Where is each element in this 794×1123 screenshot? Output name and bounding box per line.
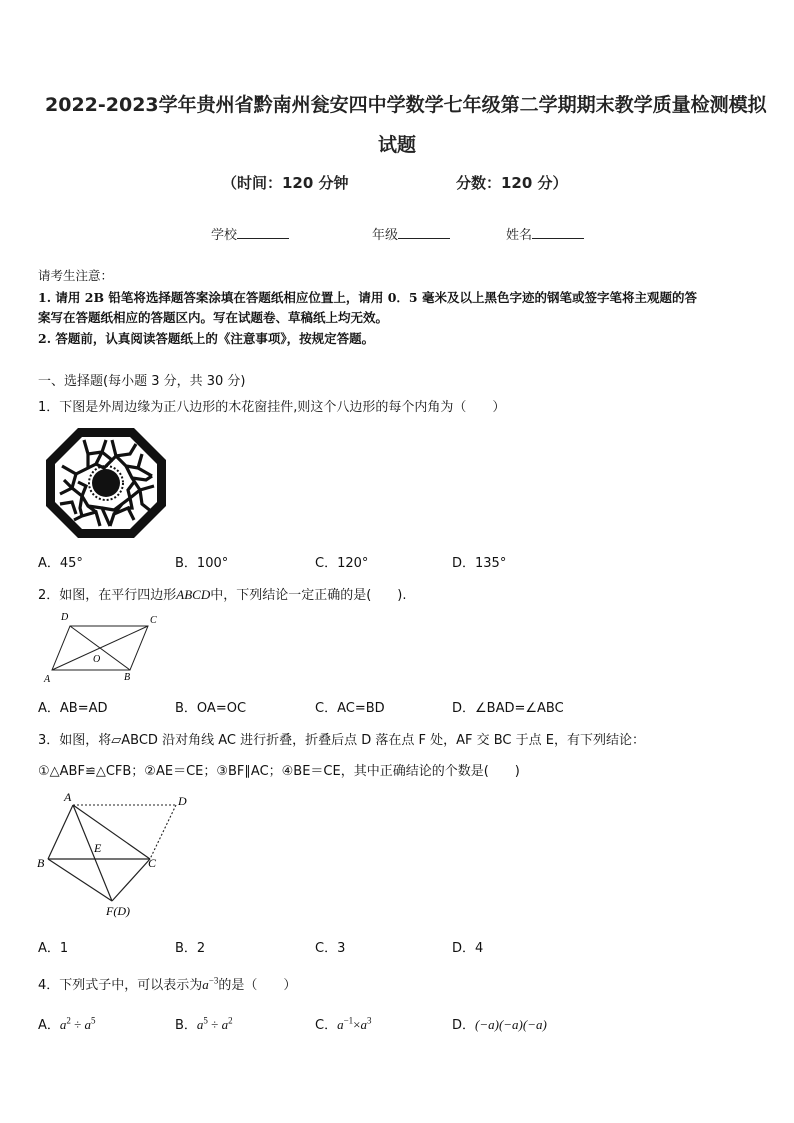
q2-option-b[interactable]: B．OA=OC	[175, 701, 247, 716]
q4-option-b-base1: a	[196, 1017, 204, 1032]
q2-stem-post: 中，下列结论一定正确的是( ).	[210, 588, 407, 603]
q4-option-a-op: ÷	[70, 1017, 85, 1032]
q2-option-d[interactable]: D．∠BAD=∠ABC	[452, 701, 564, 716]
q4-option-c-base1: a	[337, 1017, 344, 1032]
q1-option-d[interactable]: D．135°	[452, 556, 507, 571]
q4-stem-pre: 4．下列式子中，可以表示为	[38, 978, 203, 993]
q3-label-f: F(D)	[106, 904, 130, 918]
q4-option-c-prefix: C．	[315, 1018, 338, 1033]
q4-option-b[interactable]	[175, 1014, 233, 1033]
q4-option-a[interactable]	[38, 1014, 96, 1033]
exam-time: （时间：120 分钟	[222, 174, 349, 192]
q4-option-b-base2: a	[221, 1017, 229, 1032]
notice-line2: 案写在答题纸相应的答题区内。写在试题卷、草稿纸上均无效。	[38, 310, 389, 325]
q4-option-d[interactable]	[452, 1014, 547, 1033]
notice-line1: 1. 请用 2B 铅笔将选择题答案涂填在答题纸相应位置上，请用 0．5 毫米及以上黑色字迹的钢笔或签字笔将主观题的答	[38, 290, 697, 305]
q3-label-d: D	[178, 794, 187, 808]
q4-option-a-exp2: 5	[91, 1015, 96, 1026]
q1-option-b[interactable]: B．100°	[175, 556, 229, 571]
q4-option-c-exp1: −1	[343, 1015, 354, 1026]
notice-heading: 请考生注意：	[38, 268, 114, 283]
grade-label: 年级	[372, 228, 399, 243]
folding-figure	[36, 790, 206, 920]
q2-stem	[38, 584, 407, 603]
q4-option-d-prefix: D．	[452, 1018, 476, 1033]
grade-blank	[398, 226, 450, 239]
q3-label-b: B	[37, 856, 45, 870]
q4-option-d-expr: (−a)(−a)(−a)	[475, 1017, 547, 1032]
school-label: 学校	[211, 228, 238, 243]
exam-score: 分数：120 分）	[456, 174, 568, 192]
q3-stem-line1: 3．如图，将▱ABCD 沿对角线 AC 进行折叠，折叠后点 D 落在点 F 处，AF 交 BC 于点 E，有下列结论：	[38, 733, 645, 748]
q1-option-c[interactable]: C．120°	[315, 556, 369, 571]
q2-option-a[interactable]: A．AB=AD	[38, 701, 108, 716]
q2-option-c[interactable]: C．AC=BD	[315, 701, 385, 716]
q4-stem-base: a	[202, 977, 209, 992]
name-field	[506, 224, 584, 243]
q2-label-o: O	[93, 654, 101, 665]
q2-stem-pre: 2．如图，在平行四边形	[38, 588, 177, 603]
q4-option-a-exp1: 2	[66, 1015, 71, 1026]
q4-option-c[interactable]	[315, 1014, 372, 1033]
parallelogram-figure	[40, 610, 170, 686]
q3-label-a: A	[64, 790, 72, 804]
q3-option-a[interactable]: A．1	[38, 941, 69, 956]
q2-label-c: C	[150, 615, 157, 626]
q2-label-b: B	[124, 672, 131, 683]
q3-stem-line2: ①△ABF≌△CFB；②AE＝CE；③BF∥AC；④BE＝CE，其中正确结论的个数是( )	[38, 764, 520, 779]
q3-label-c: C	[148, 856, 157, 870]
exam-title-line2: 试题	[378, 134, 417, 156]
grade-field	[372, 224, 450, 243]
q3-option-b[interactable]: B．2	[175, 941, 206, 956]
notice-line3: 2. 答题前，认真阅读答题纸上的《注意事项》，按规定答题。	[38, 331, 375, 346]
q4-option-c-exp2: 3	[367, 1015, 372, 1026]
q4-stem-exp: −3	[208, 975, 219, 986]
q4-stem	[38, 974, 296, 993]
q4-option-b-exp2: 2	[228, 1015, 233, 1026]
q4-option-c-op: ×	[353, 1017, 361, 1032]
section-heading: 一、选择题(每小题 3 分，共 30 分)	[38, 374, 246, 389]
school-field	[211, 224, 289, 243]
octagon-window-figure	[42, 424, 170, 542]
q4-option-a-prefix: A．	[38, 1018, 60, 1033]
q4-option-c-base2: a	[360, 1017, 367, 1032]
q3-label-e: E	[94, 841, 102, 855]
exam-title-line1: 2022-2023学年贵州省黔南州瓮安四中学数学七年级第二学期期末教学质量检测模拟	[45, 94, 767, 116]
q1-option-a[interactable]: A．45°	[38, 556, 83, 571]
q4-option-a-base2: a	[84, 1017, 92, 1032]
name-label: 姓名	[506, 228, 533, 243]
q2-label-a: A	[44, 674, 51, 685]
q4-option-b-op: ÷	[207, 1017, 222, 1032]
q2-stem-var: ABCD	[176, 587, 211, 602]
q4-option-b-prefix: B．	[175, 1018, 197, 1033]
name-blank	[532, 226, 584, 239]
q4-option-a-base1: a	[59, 1017, 67, 1032]
school-blank	[237, 226, 289, 239]
q4-option-b-exp1: 5	[203, 1015, 208, 1026]
q2-label-d: D	[61, 612, 69, 623]
q3-option-d[interactable]: D．4	[452, 941, 484, 956]
q4-stem-post: 的是（ ）	[218, 978, 297, 993]
q1-stem: 1．下图是外周边缘为正八边形的木花窗挂件,则这个八边形的每个内角为（ ）	[38, 400, 506, 415]
q3-option-c[interactable]: C．3	[315, 941, 346, 956]
